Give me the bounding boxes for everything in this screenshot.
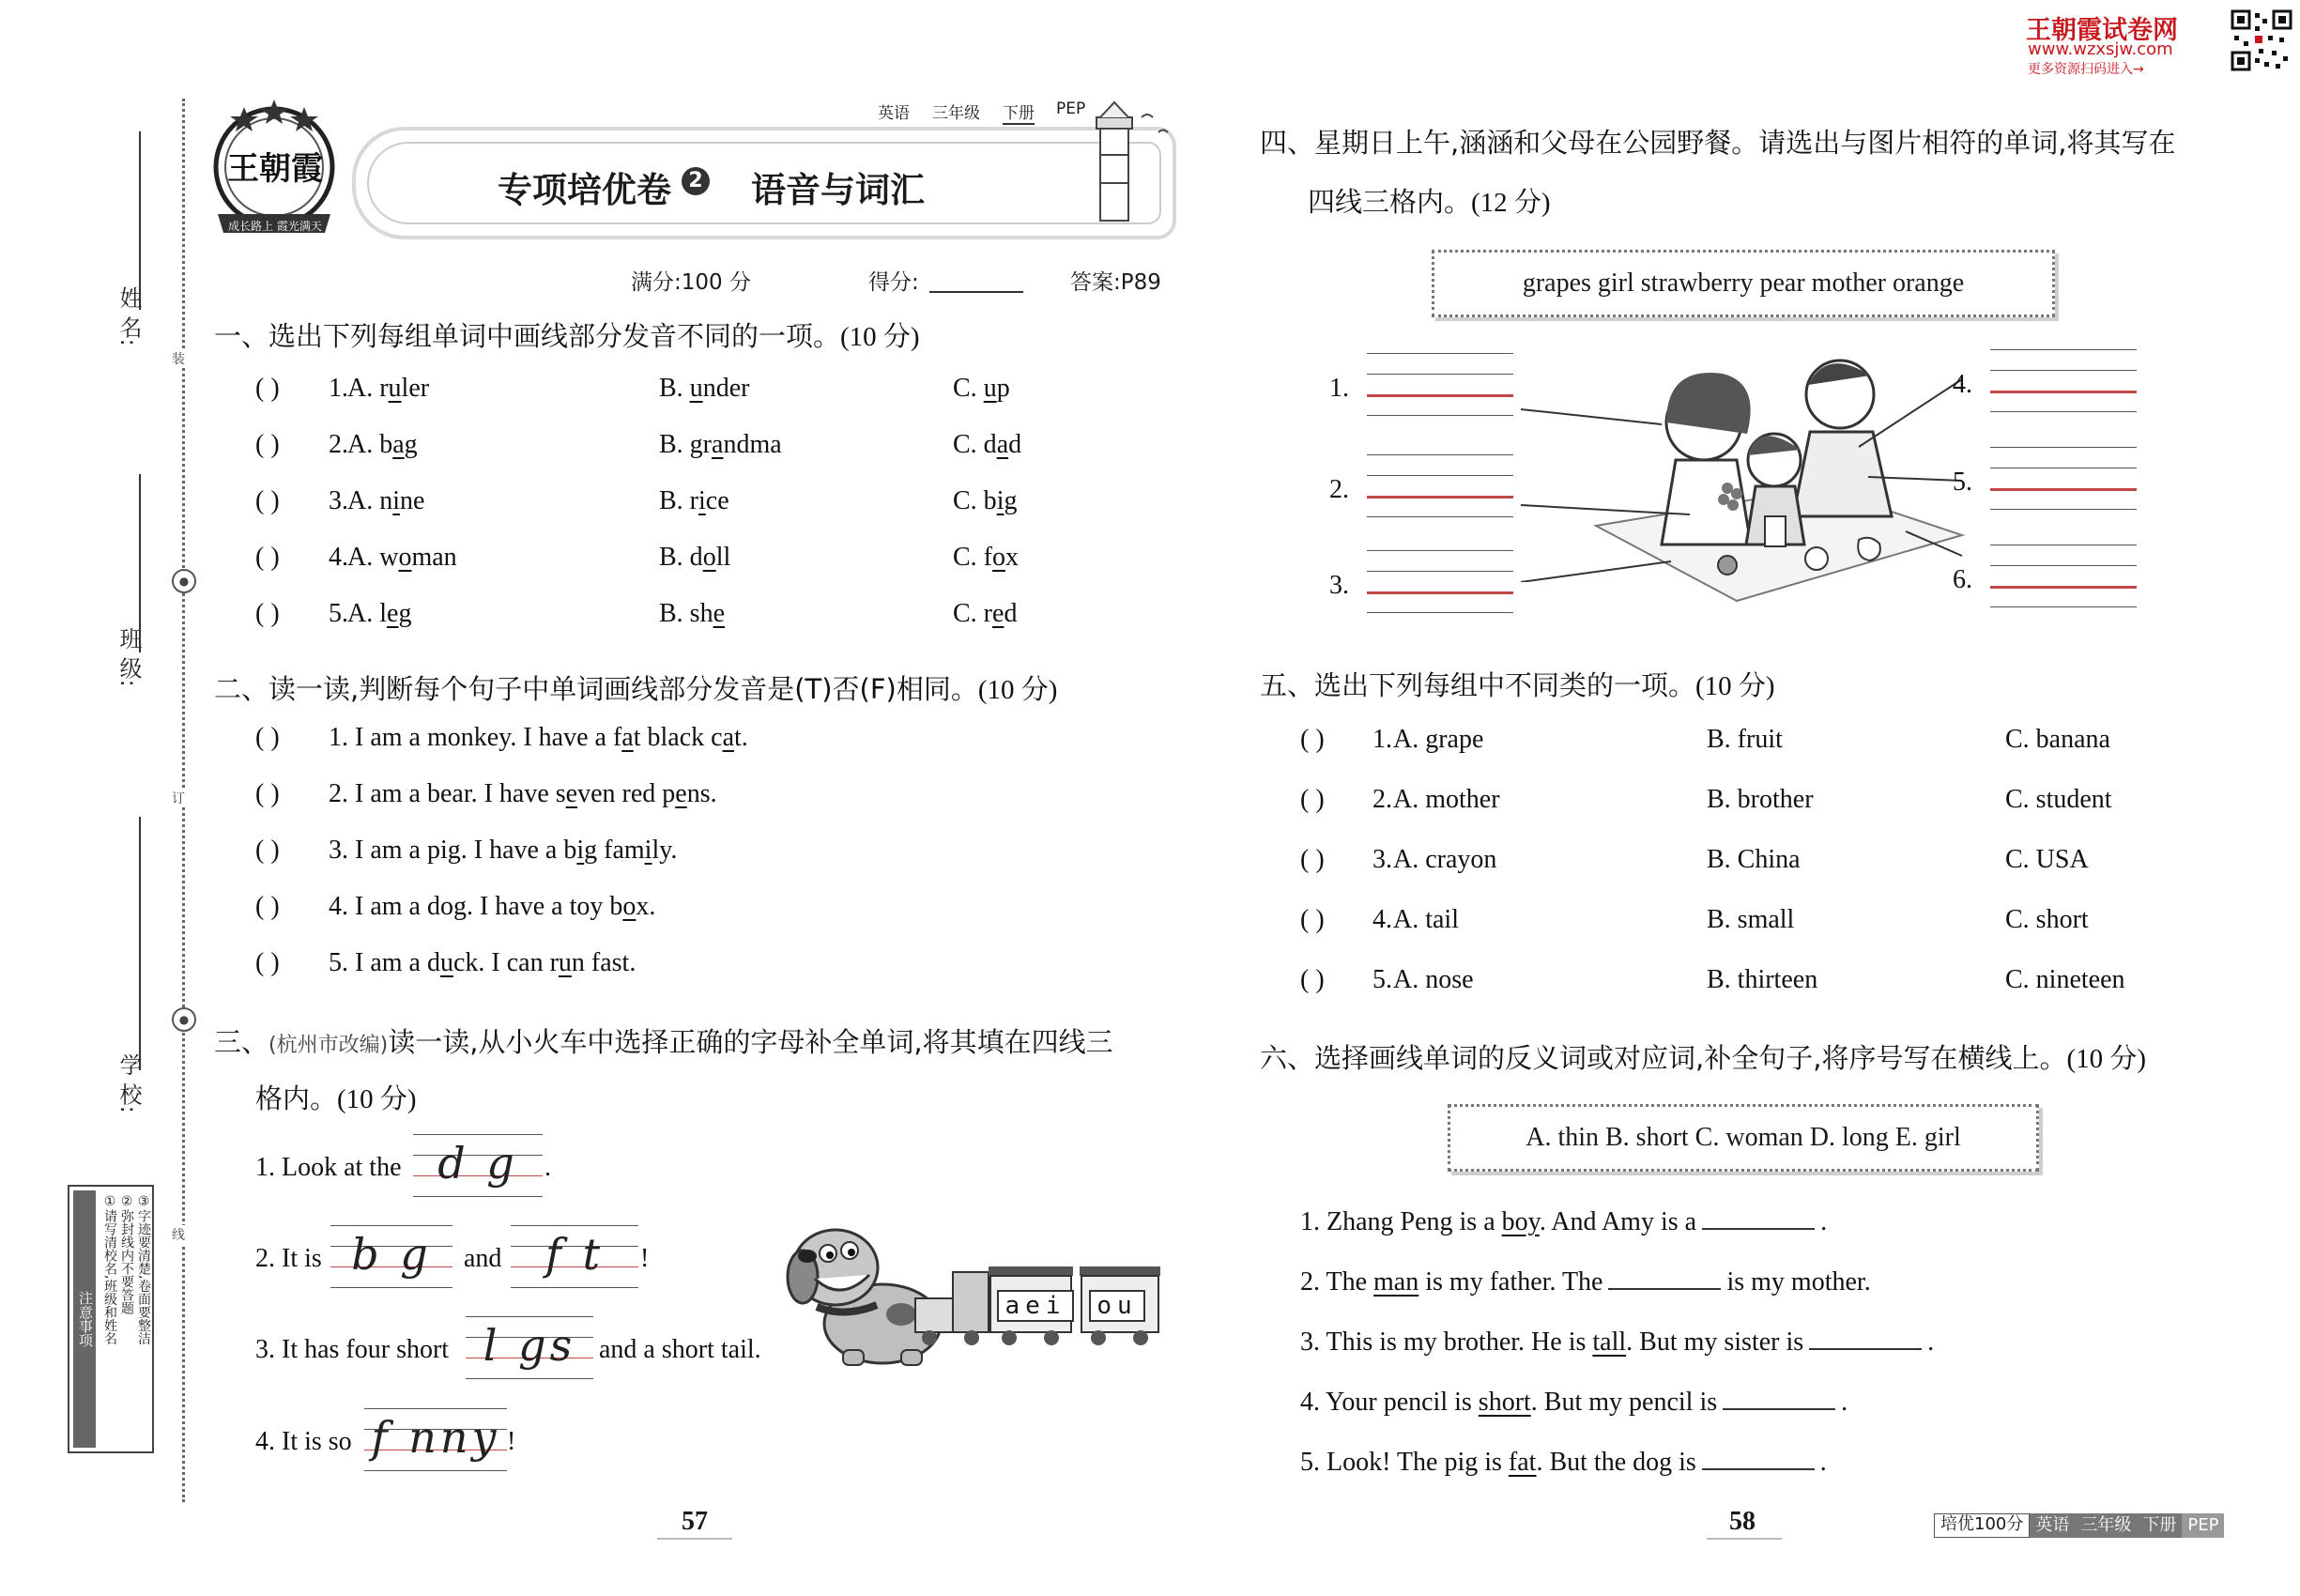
option-text: d: [1008, 430, 1022, 459]
sec3-q2-post: !: [640, 1244, 650, 1273]
underlined-letter: i: [996, 486, 1004, 515]
sec5-points: (10 分): [1695, 671, 1775, 701]
picture-label-6: 6.: [1953, 565, 1972, 594]
notice-item-3: ③字迹要清楚,卷面要整洁: [136, 1194, 151, 1345]
answer-blank[interactable]: [1723, 1388, 1835, 1410]
sec3-q4-post: !: [507, 1427, 516, 1456]
underlined-word: short: [1478, 1388, 1531, 1417]
footer-tag-series: 培优100分: [1934, 1513, 2030, 1538]
sentence: [329, 948, 636, 978]
answer-blank[interactable]: [1702, 1207, 1815, 1230]
sentence-text: 4. I am a dog. I have a toy b: [329, 892, 623, 921]
option-text: C. b: [953, 486, 997, 515]
underlined-letter: e: [713, 599, 726, 628]
sentence: [329, 723, 748, 753]
underlined-letter: a: [621, 723, 634, 752]
option-c[interactable]: C. banana: [2005, 725, 2110, 754]
notice-title: 注意事项: [73, 1190, 96, 1448]
sentence-text: 2. I am a bear. I have s: [329, 779, 566, 808]
sentence-text: 3. I am a pig. I have a b: [329, 836, 577, 865]
sec3-q3-fourline[interactable]: [466, 1316, 593, 1378]
option-text: x: [1005, 543, 1019, 572]
underlined-letter: a: [722, 723, 734, 752]
sec4-word-bank: grapes girl strawberry pear mother orange: [1432, 250, 2055, 317]
option-b[interactable]: [659, 430, 782, 460]
sentence-text: . But my sister is: [1626, 1327, 1804, 1357]
score-label: 得分:: [868, 270, 919, 295]
binding-hole-icon: ●: [172, 569, 196, 593]
meta-subject: 英语: [878, 104, 910, 123]
option-text: C. r: [953, 599, 992, 628]
sec3-q3-word: l gs: [483, 1320, 576, 1371]
answer-fourline-5[interactable]: [1990, 447, 2137, 509]
option-text: C. f: [953, 543, 992, 572]
option-a[interactable]: A. crayon: [1393, 845, 1497, 874]
option-c[interactable]: C. USA: [2005, 845, 2089, 874]
site-title: 王朝霞试卷网: [2026, 16, 2178, 45]
logo-text: 王朝霞: [227, 150, 323, 188]
answer-fourline-6[interactable]: [1990, 545, 2137, 606]
question-number: 4.: [1372, 905, 1392, 934]
sec3-q3-pre: 3. It has four short: [255, 1335, 450, 1364]
underlined-letter: i: [698, 486, 706, 515]
answer-paren[interactable]: ( ): [255, 543, 280, 572]
paper-title-text: 专项培优卷: [498, 170, 671, 210]
answer-paren[interactable]: ( ): [1300, 725, 1325, 754]
sentence: [1300, 1388, 1848, 1418]
underlined-letter: a: [996, 430, 1009, 459]
sentence-end: .: [1819, 1448, 1827, 1477]
sec4-title-text: 四线三格内。: [1308, 186, 1472, 218]
sentence-text: ck. I can r: [452, 948, 559, 977]
option-text: ll: [715, 543, 731, 572]
answer-paren[interactable]: ( ): [1300, 845, 1325, 874]
option-c[interactable]: [953, 599, 1017, 629]
school-line[interactable]: [139, 817, 141, 1070]
answer-paren[interactable]: ( ): [255, 723, 280, 752]
sec4-title-line1: 四、星期日上午,涵涵和父母在公园野餐。请选出与图片相符的单词,将其写在: [1260, 127, 2176, 159]
sec3-source: (杭州市改编): [268, 1034, 389, 1057]
sentence-text: g fam: [584, 836, 645, 865]
underlined-word: tall: [1592, 1327, 1627, 1357]
full-score: 满分:100 分: [631, 270, 751, 295]
cut-mark-3: 线: [172, 1225, 185, 1244]
name-line[interactable]: [139, 131, 141, 310]
option-b[interactable]: [659, 543, 730, 573]
option-c[interactable]: [953, 543, 1019, 573]
underlined-word: man: [1373, 1267, 1419, 1297]
option-b[interactable]: B. small: [1707, 905, 1795, 934]
page-number-right-decor: [1707, 1538, 1782, 1540]
option-a[interactable]: [347, 374, 429, 404]
sentence-text: ven red p: [577, 779, 676, 808]
sentence-text: is my father. The: [1418, 1267, 1603, 1297]
underlined-letter: o: [702, 543, 716, 572]
sec3-title-line2: [255, 1078, 417, 1116]
sentence-text: ly.: [652, 836, 678, 865]
sentence-text: 5. Look! The pig is: [1300, 1448, 1509, 1477]
option-c[interactable]: [953, 430, 1021, 460]
lighthouse-icon: [1080, 99, 1183, 230]
sec4-title-line2: [1308, 181, 1551, 220]
class-label: 班 级:: [115, 627, 142, 687]
sec3-q2-fourline-1[interactable]: [330, 1225, 452, 1287]
sec3-points: (10 分): [337, 1084, 417, 1114]
option-text: nder: [702, 374, 750, 403]
underlined-letter: o: [622, 892, 636, 921]
option-b[interactable]: B. brother: [1707, 785, 1814, 814]
answer-paren[interactable]: ( ): [255, 948, 280, 977]
answer-paren[interactable]: ( ): [255, 486, 280, 515]
sentence-text: 5. I am a d: [329, 948, 440, 977]
answer-paren[interactable]: ( ): [255, 892, 280, 921]
question-number: 5.: [1372, 965, 1392, 994]
sec3-q1-fourline[interactable]: [413, 1134, 543, 1196]
underlined-letter: e: [387, 599, 399, 628]
underlined-letter: a: [392, 430, 405, 459]
option-text: C.: [953, 374, 984, 403]
sec3-title-line1: [214, 1021, 1113, 1060]
option-text: B. r: [659, 486, 698, 515]
underlined-letter: e: [992, 599, 1004, 628]
option-text: B. gr: [659, 430, 712, 459]
answer-paren[interactable]: ( ): [255, 599, 280, 628]
sec3-q2-word2: f t: [544, 1229, 605, 1280]
answer-blank[interactable]: [1608, 1267, 1721, 1290]
option-text: A. n: [347, 486, 393, 515]
answer-paren[interactable]: ( ): [255, 779, 280, 808]
qr-code-icon[interactable]: [2231, 9, 2292, 71]
sec3-q2-word1: b g: [351, 1229, 432, 1280]
question-number: 4.: [329, 543, 348, 572]
option-a[interactable]: A. nose: [1393, 965, 1474, 994]
sec6-title-text: 六、选择画线单词的反义词或对应词,补全句子,将序号写在横线上。: [1260, 1042, 2067, 1074]
option-a[interactable]: A. grape: [1393, 725, 1484, 754]
option-a[interactable]: [347, 599, 411, 629]
paper-title: [498, 161, 703, 212]
picture-label-5: 5.: [1953, 468, 1972, 497]
option-text: B.: [659, 374, 690, 403]
option-text: d: [1004, 599, 1018, 628]
school-label: 学 校:: [115, 1053, 142, 1113]
notice-item-1: ①请写清校名,班级和姓名: [102, 1194, 117, 1345]
option-b[interactable]: B. thirteen: [1707, 965, 1818, 994]
underlined-letter: u: [689, 374, 703, 403]
option-text: ne: [400, 486, 425, 515]
underlined-word: fat: [1508, 1448, 1537, 1477]
option-b[interactable]: [659, 486, 729, 516]
answer-paren[interactable]: ( ): [1300, 785, 1325, 814]
underlined-letter: u: [439, 948, 453, 977]
underlined-letter: u: [983, 374, 997, 403]
underlined-letter: o: [398, 543, 412, 572]
question-number: 1.: [1372, 725, 1392, 754]
sentence-text: n fast.: [571, 948, 636, 977]
option-c[interactable]: C. short: [2005, 905, 2089, 934]
sec1-title-text: 一、选出下列每组单词中画线部分发音不同的一项。: [214, 320, 841, 352]
sec3-q2-pre: 2. It is: [255, 1244, 322, 1273]
option-a[interactable]: [347, 430, 418, 460]
sentence-text: . And Amy is a: [1539, 1207, 1697, 1236]
underlined-letter: a: [712, 430, 724, 459]
answer-paren[interactable]: ( ): [1300, 905, 1325, 934]
sec6-points: (10 分): [2066, 1044, 2147, 1074]
sec4-points: (12 分): [1471, 188, 1551, 218]
option-a[interactable]: A. mother: [1393, 785, 1500, 814]
cut-mark-1: 装: [172, 349, 185, 368]
paper-number-badge: 2: [682, 167, 710, 195]
answer-fourline-4[interactable]: [1990, 349, 2137, 411]
option-a[interactable]: [347, 543, 457, 573]
page-number-right: 58: [1729, 1507, 1756, 1536]
name-label: 姓 名:: [115, 286, 142, 346]
meta-term: 下册: [1003, 100, 1035, 125]
option-text: ler: [401, 374, 430, 403]
underlined-letter: e: [675, 779, 687, 808]
option-text: man: [411, 543, 457, 572]
sec2-title: [214, 668, 1057, 707]
sec3-prefix: 三、: [214, 1026, 269, 1058]
sentence-end: .: [1841, 1388, 1848, 1417]
option-text: p: [996, 374, 1010, 403]
underlined-letter: o: [992, 543, 1005, 572]
sec3-title-text: 读一读,从小火车中选择正确的字母补全单词,将其填在四线三: [388, 1026, 1113, 1058]
cut-mark-2: 订: [172, 789, 185, 807]
option-text: A. b: [347, 430, 393, 459]
sentence-text: 4. Your pencil is: [1300, 1388, 1479, 1417]
binding-hole-icon: ●: [172, 1007, 196, 1032]
underlined-letter: u: [388, 374, 402, 403]
sentence-text: x.: [636, 892, 656, 921]
option-c[interactable]: C. nineteen: [2005, 965, 2125, 994]
answer-fourline-3[interactable]: [1367, 550, 1513, 612]
footer-tag-grade: 三年级: [2075, 1513, 2137, 1538]
sec3-q3-post: and a short tail.: [599, 1335, 761, 1364]
answer-fourline-1[interactable]: [1367, 353, 1513, 415]
meta-edition: PEP: [1056, 100, 1086, 118]
question-number: 3.: [1372, 845, 1392, 874]
sec3-q2-mid: and: [464, 1244, 502, 1273]
answer-paren[interactable]: ( ): [1300, 965, 1325, 994]
sentence-text: ns.: [686, 779, 717, 808]
train-car-vowels-2: ou: [1089, 1290, 1145, 1322]
underlined-letter: u: [558, 948, 572, 977]
option-text: C. d: [953, 430, 997, 459]
class-line[interactable]: [139, 474, 141, 652]
option-text: A. r: [347, 374, 389, 403]
footer-tag-term: 下册: [2137, 1513, 2182, 1538]
answer-paren[interactable]: ( ): [255, 836, 280, 865]
page-number-left-decor: [657, 1538, 732, 1540]
option-c[interactable]: C. student: [2005, 785, 2112, 814]
sentence-text: 3. This is my brother. He is: [1300, 1327, 1593, 1357]
underlined-letter: i: [392, 486, 401, 515]
sec5-title-text: 五、选出下列每组中不同类的一项。: [1260, 669, 1696, 701]
question-number: 1.: [329, 374, 348, 403]
option-b[interactable]: [659, 374, 749, 404]
option-text: g: [1004, 486, 1018, 515]
sec3-q2-fourline-2[interactable]: [511, 1225, 638, 1287]
sentence-end: .: [1820, 1207, 1828, 1236]
sec3-title-text-2: 格内。: [255, 1082, 338, 1114]
sec5-title: [1260, 665, 1775, 703]
footer-tag-subject: 英语: [2030, 1513, 2075, 1538]
option-b[interactable]: B. China: [1707, 845, 1801, 874]
sec1-title: [214, 315, 920, 354]
site-url[interactable]: www.wzxsjw.com: [2028, 39, 2173, 59]
sec6-title: [1260, 1037, 2146, 1076]
sentence-text: 1. Zhang Peng is a: [1300, 1207, 1502, 1236]
picture-label-3: 3.: [1329, 571, 1349, 600]
train-car-vowels-1: aei: [997, 1290, 1074, 1322]
picture-label-2: 2.: [1329, 475, 1349, 504]
sentence: [329, 779, 717, 809]
answer-ref: 答案:P89: [1070, 270, 1161, 295]
brand-logo: [207, 94, 343, 235]
sentence: [1300, 1448, 1827, 1478]
option-text: g: [398, 599, 412, 628]
sentence: [329, 836, 677, 866]
sec1-points: (10 分): [840, 322, 920, 352]
sentence-end: is my mother.: [1726, 1267, 1871, 1297]
sec3-q4-pre: 4. It is so: [255, 1427, 352, 1456]
underlined-letter: i: [644, 836, 652, 865]
sec2-title-text: 二、读一读,判断每个句子中单词画线部分发音是(T)否(F)相同。: [214, 673, 978, 705]
sentence-text: 1. I am a monkey. I have a f: [329, 723, 622, 752]
question-number: 2.: [1372, 785, 1392, 814]
site-hint: 更多资源扫码进入→: [2028, 62, 2144, 77]
sentence: [1300, 1207, 1827, 1237]
answer-paren[interactable]: ( ): [255, 430, 280, 459]
sentence-text: . But the dog is: [1536, 1448, 1696, 1477]
sec3-q1-pre: 1. Look at the: [255, 1153, 402, 1182]
sec3-q1-word: d g: [437, 1138, 518, 1189]
answer-fourline-2[interactable]: [1367, 454, 1513, 516]
option-b[interactable]: B. fruit: [1707, 725, 1783, 754]
picture-label-4: 4.: [1953, 370, 1972, 399]
notice-box: [68, 1185, 154, 1453]
option-a[interactable]: [347, 486, 424, 516]
underlined-word: boy: [1501, 1207, 1540, 1236]
option-text: A. l: [347, 599, 387, 628]
picture-label-1: 1.: [1329, 374, 1349, 403]
sec2-points: (10 分): [977, 675, 1058, 705]
sentence-text: t.: [734, 723, 748, 752]
question-number: 2.: [329, 430, 348, 459]
option-text: ce: [705, 486, 729, 515]
paper-subtitle: 语音与词汇: [751, 170, 925, 210]
sentence-end: .: [1927, 1327, 1935, 1357]
option-text: g: [404, 430, 418, 459]
sentence-text: 2. The: [1300, 1267, 1374, 1297]
underlined-letter: e: [565, 779, 578, 808]
footer-tag-edition: PEP: [2182, 1513, 2224, 1538]
score-blank[interactable]: [929, 291, 1023, 293]
sentence: [1300, 1327, 1934, 1358]
notice-item-2: ②弥封线内不要答题: [119, 1194, 134, 1314]
meta-grade: 三年级: [932, 104, 980, 123]
option-text: B. sh: [659, 599, 713, 628]
sentence-text: . But my pencil is: [1530, 1388, 1718, 1417]
sec3-q4-word: f nny: [371, 1412, 500, 1463]
question-number: 3.: [329, 486, 348, 515]
answer-blank[interactable]: [1702, 1448, 1815, 1470]
footer-series-tag: [1934, 1513, 2224, 1538]
option-a[interactable]: A. tail: [1393, 905, 1459, 934]
option-c[interactable]: [953, 486, 1017, 516]
sec3-q4-fourline[interactable]: [364, 1408, 507, 1470]
option-text: ndma: [723, 430, 782, 459]
question-number: 5.: [329, 599, 348, 628]
sec6-option-bank: A. thin B. short C. woman D. long E. girl: [1448, 1104, 2039, 1172]
answer-paren[interactable]: ( ): [255, 374, 280, 403]
logo-ribbon: 成长路上 霞光满天: [228, 220, 322, 233]
option-b[interactable]: [659, 599, 725, 629]
sentence-text: t black c: [633, 723, 723, 752]
option-text: A. w: [347, 543, 399, 572]
option-text: B. d: [659, 543, 703, 572]
sentence: [329, 892, 655, 922]
sec3-q1-post: .: [544, 1153, 551, 1182]
answer-blank[interactable]: [1809, 1327, 1922, 1350]
sentence: [1300, 1267, 1871, 1297]
underlined-letter: i: [576, 836, 585, 865]
option-c[interactable]: [953, 374, 1010, 404]
page-number-left: 57: [682, 1507, 708, 1536]
